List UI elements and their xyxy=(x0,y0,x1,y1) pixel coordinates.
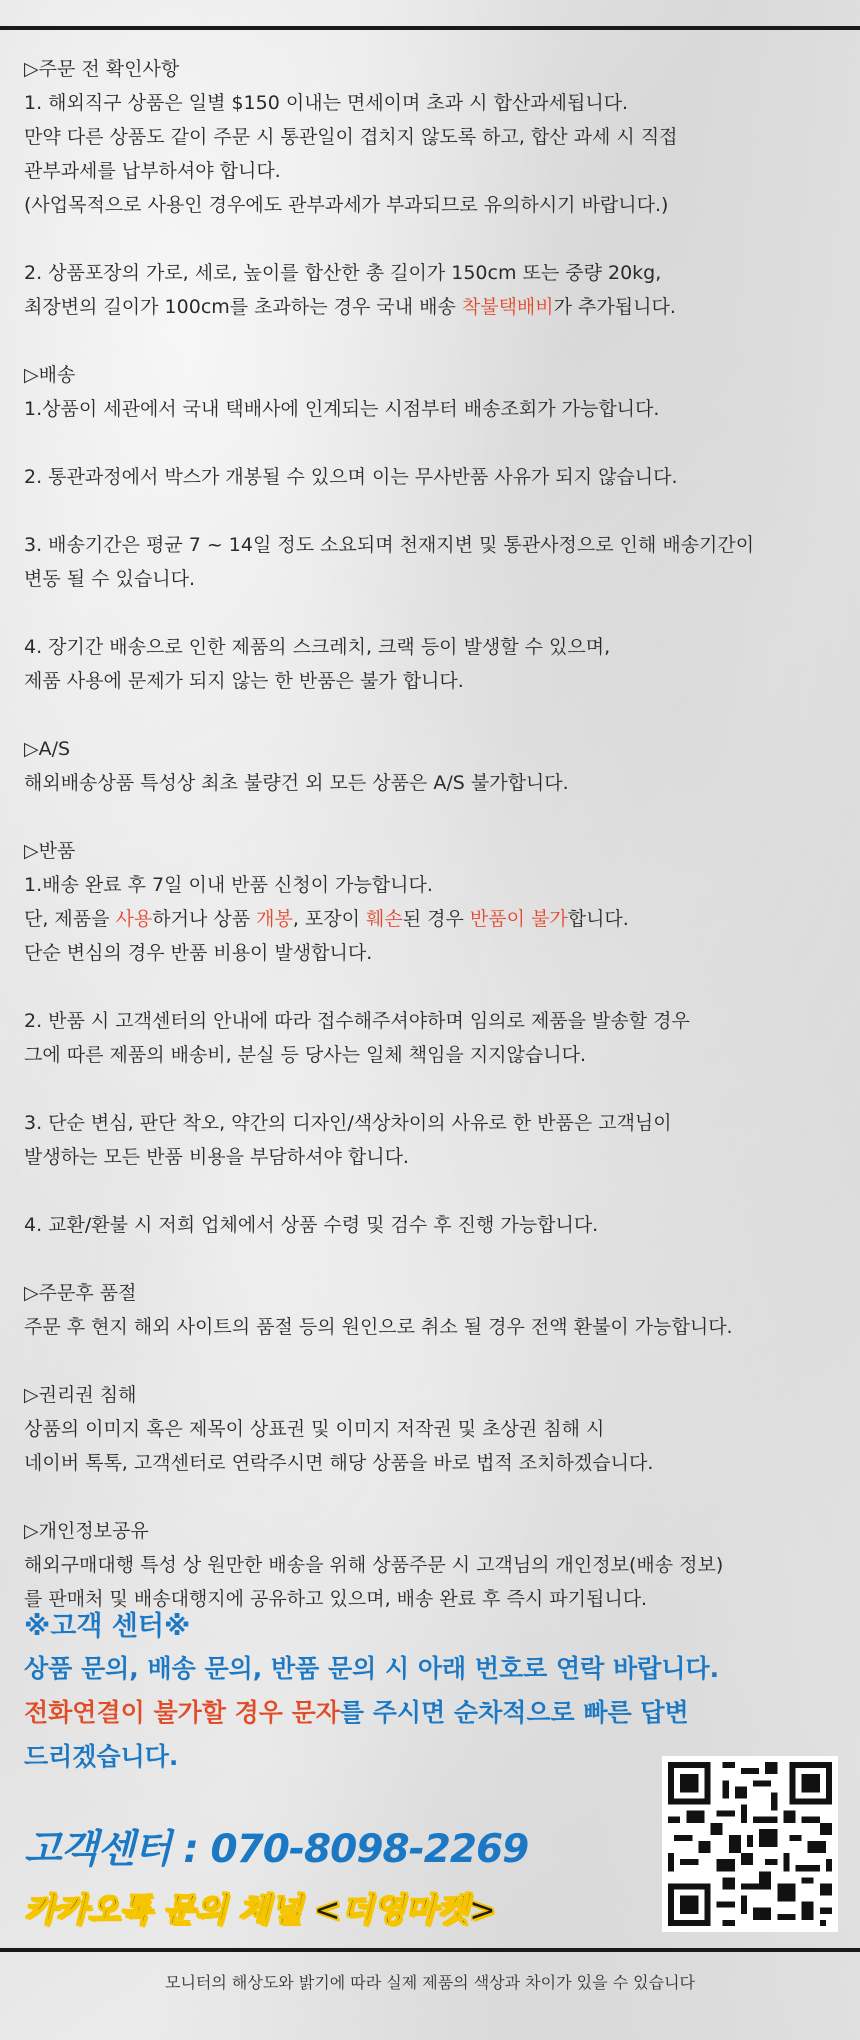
customer-center-line-3: 드리겠습니다. xyxy=(24,1742,179,1771)
notice-content xyxy=(24,52,844,1616)
section-title-shipping: ▷배송 xyxy=(24,364,76,386)
cod-fee-highlight: 착불택배비 xyxy=(461,296,554,318)
top-divider xyxy=(0,26,860,30)
shipping-line-3: 3. 배송기간은 평균 7 ~ 14일 정도 소요되며 천재지변 및 통관사정으로 인해 배송기간이 xyxy=(24,534,755,556)
shipping-line-6: 제품 사용에 문제가 되지 않는 한 반품은 불가 합니다. xyxy=(24,670,464,692)
as-line-1: 해외배송상품 특성상 최초 불량건 외 모든 상품은 A/S 불가합니다. xyxy=(24,772,569,794)
highlight-damage: 훼손 xyxy=(366,908,403,930)
privacy-line-1: 해외구매대행 특성 상 원만한 배송을 위해 상품주문 시 고객님의 개인정보(배송 정보) xyxy=(24,1554,724,1576)
section-title-as: ▷A/S xyxy=(24,738,71,760)
returns-line-4: 2. 반품 시 고객센터의 안내에 따라 접수해주셔야하며 임의로 제품을 발송할 경우 xyxy=(24,1010,690,1032)
rights-line-1: 상품의 이미지 혹은 제목이 상표권 및 이미지 저작권 및 초상권 침해 시 xyxy=(24,1418,605,1440)
highlight-open: 개봉 xyxy=(256,908,293,930)
customer-center-title: ※고객 센터※ xyxy=(24,1611,191,1642)
order-check-line-6: 최장변의 길이가 100cm를 초과하는 경우 국내 배송 착불택배비가 추가됩니다. xyxy=(24,296,676,318)
section-title-rights: ▷권리권 침해 xyxy=(24,1384,137,1406)
section-title-returns: ▷반품 xyxy=(24,840,76,862)
order-check-line-5: 2. 상품포장의 가로, 세로, 높이를 합산한 총 길이가 150cm 또는 중량 20kg, xyxy=(24,262,662,284)
returns-line-6: 3. 단순 변심, 판단 착오, 약간의 디자인/색상차이의 사유로 한 반품은 고객님이 xyxy=(24,1112,672,1134)
customer-center-line-2: 전화연결이 불가할 경우 문자를 주시면 순차적으로 빠른 답변 xyxy=(24,1698,689,1727)
highlight-no-return: 반품이 불가 xyxy=(469,908,568,930)
order-check-line-3: 관부과세를 납부하셔야 합니다. xyxy=(24,160,281,182)
footer-disclaimer: 모니터의 해상도와 밝기에 따라 실제 제품의 색상과 차이가 있을 수 있습니다 xyxy=(165,1973,695,1992)
shipping-line-4: 변동 될 수 있습니다. xyxy=(24,568,195,590)
returns-line-5: 그에 따른 제품의 배송비, 분실 등 당사는 일체 책임을 지지않습니다. xyxy=(24,1044,586,1066)
returns-line-7: 발생하는 모든 반품 비용을 부담하셔야 합니다. xyxy=(24,1146,409,1168)
returns-line-2: 단, 제품을 사용하거나 상품 개봉, 포장이 훼손된 경우 반품이 불가합니다. xyxy=(24,908,629,930)
phone-number[interactable]: 고객센터 : 070-8098-2269 xyxy=(24,1827,529,1872)
section-title-privacy: ▷개인정보공유 xyxy=(24,1520,149,1542)
returns-line-1: 1.배송 완료 후 7일 이내 반품 신청이 가능합니다. xyxy=(24,874,433,896)
shipping-line-2: 2. 통관과정에서 박스가 개봉될 수 있으며 이는 무사반품 사유가 되지 않습니다. xyxy=(24,466,678,488)
highlight-use: 사용 xyxy=(115,908,153,930)
rights-line-2: 네이버 톡톡, 고객센터로 연락주시면 해당 상품을 바로 법적 조치하겠습니다. xyxy=(24,1452,654,1474)
order-check-line-2: 만약 다른 상품도 같이 주문 시 통관일이 겹치지 않도록 하고, 합산 과세 시 직접 xyxy=(24,126,678,148)
shipping-line-5: 4. 장기간 배송으로 인한 제품의 스크레치, 크랙 등이 발생할 수 있으며, xyxy=(24,636,611,658)
order-check-line-1: 1. 해외직구 상품은 일별 $150 이내는 면세이며 초과 시 합산과세됩니다. xyxy=(24,92,629,114)
privacy-line-2: 를 판매처 및 배송대행지에 공유하고 있으며, 배송 완료 후 즉시 파기됩니다. xyxy=(24,1588,648,1610)
order-check-line-4: (사업목적으로 사용인 경우에도 관부과세가 부과되므로 유의하시기 바랍니다.) xyxy=(24,194,669,216)
section-title-soldout: ▷주문후 품절 xyxy=(24,1282,137,1304)
customer-center-block xyxy=(24,1607,824,1779)
bottom-divider xyxy=(0,1948,860,1952)
qr-code-icon[interactable] xyxy=(662,1756,838,1932)
returns-line-8: 4. 교환/환불 시 저희 업체에서 상품 수령 및 검수 후 진행 가능합니다. xyxy=(24,1214,599,1236)
section-title-order-check: ▷주문 전 확인사항 xyxy=(24,58,180,80)
soldout-line-1: 주문 후 현지 해외 사이트의 품절 등의 원인으로 취소 될 경우 전액 환불이 가능합니다. xyxy=(24,1316,733,1338)
kakao-channel-label[interactable]: 카카오톡 문의 채널 <더영마켓> xyxy=(24,1890,497,1929)
returns-line-3: 단순 변심의 경우 반품 비용이 발생합니다. xyxy=(24,942,373,964)
customer-center-line-1: 상품 문의, 배송 문의, 반품 문의 시 아래 번호로 연락 바랍니다. xyxy=(24,1654,720,1683)
shipping-line-1: 1.상품이 세관에서 국내 택배사에 인계되는 시점부터 배송조회가 가능합니다. xyxy=(24,398,660,420)
sms-highlight: 전화연결이 불가할 경우 문자 xyxy=(24,1698,340,1727)
